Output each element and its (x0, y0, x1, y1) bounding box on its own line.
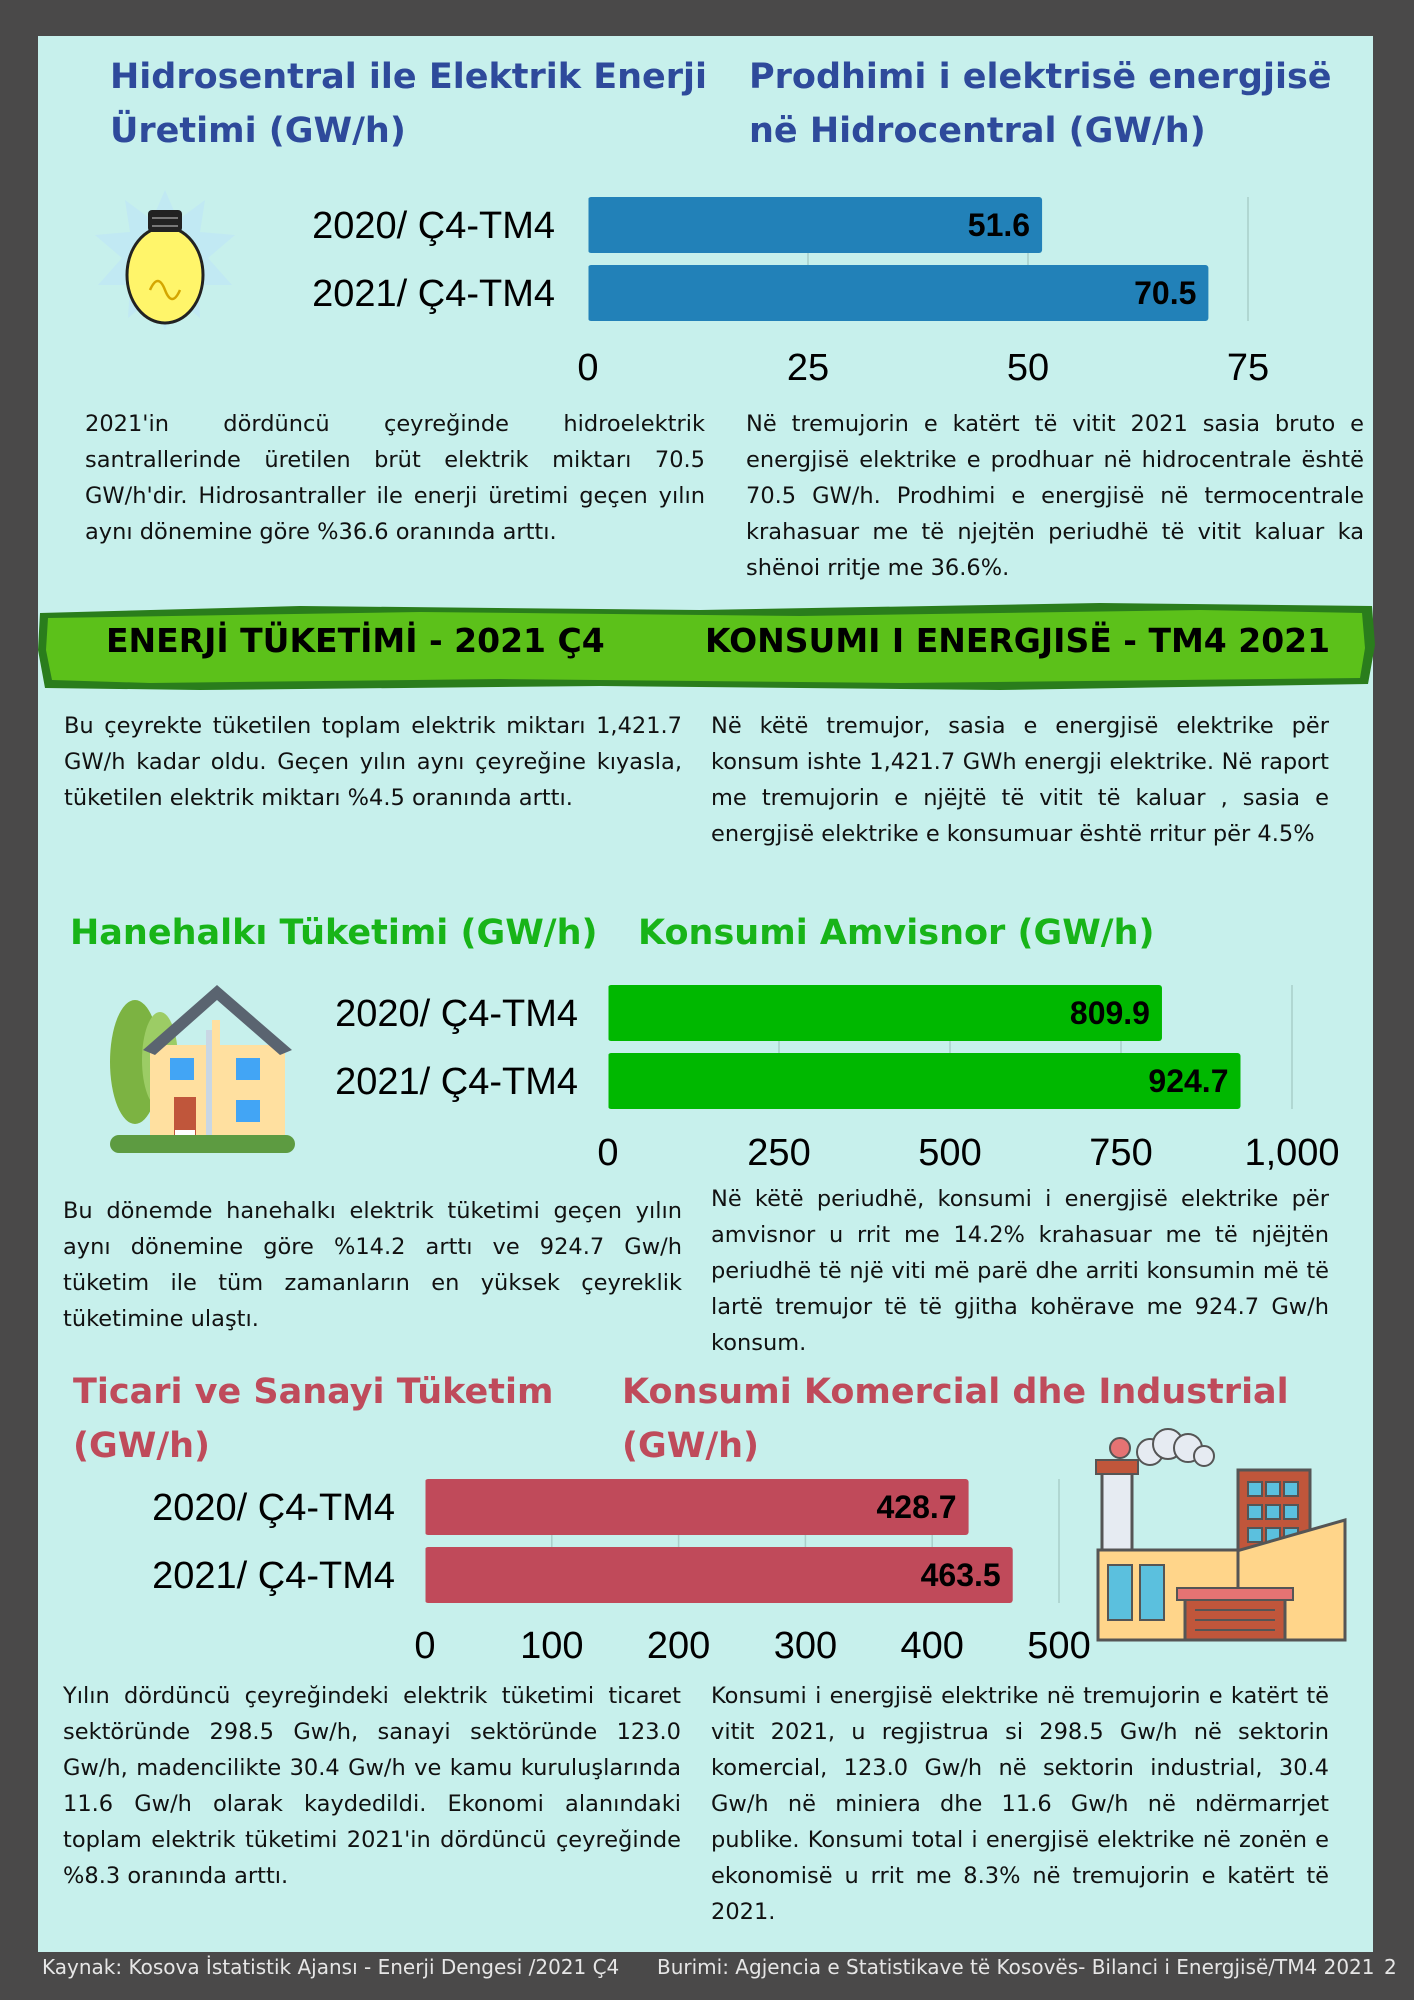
household-tick-label: 1,000 (1244, 1132, 1340, 1174)
household-title-tr: Hanehalkı Tüketimi (GW/h) (70, 913, 598, 953)
hydro-tick-label: 75 (1226, 347, 1270, 389)
household-data-label: 809.9 (1069, 995, 1150, 1031)
commercial-tick-label: 300 (773, 1625, 838, 1667)
hydro-category-label: 2020/ Ç4-TM4 (312, 205, 555, 247)
consumption-text-sq: Në këtë tremujor, sasia e energjisë elektrike për konsum ishte 1,421.7 GWh energji elektrike. Në raport me tremujorin e njëjtë të vitit të kaluar , sasia e energjisë elektrike e konsumuar është rritur për 4.5% (711, 713, 1329, 847)
commercial-tick-label: 400 (900, 1625, 964, 1667)
commercial-text-sq: Konsumi i energjisë elektrike në tremujorin e katërt të vitit 2021, u regjistrua si 298.5 Gw/h në sektorin komercial, 123.0 Gw/h në sektorin industrial, 30.4 Gw/h në miniera dhe 11.6 Gw/h në ndërmarrjet publike. Konsumi total i energjisë elektrike në zonën e ekonomisë u rrit me 8.3% në tremujorin e katërt të 2021. (711, 1683, 1329, 1925)
household-bar (608, 1053, 1240, 1109)
commercial-data-label: 463.5 (920, 1557, 1001, 1593)
footer-source-sq: Burimi: Agjencia e Statistikave të Kosovës- Bilanci i Energjisë/TM4 2021 (657, 1955, 1375, 1979)
household-tick-label: 750 (1089, 1132, 1153, 1174)
hydro-tick-label: 0 (577, 347, 599, 389)
commercial-text-tr: Yılın dördüncü çeyreğindeki elektrik tüketimi ticaret sektöründe 298.5 Gw/h, sanayi sektöründe 123.0 Gw/h, madencilikte 30.4 Gw/h ve kamu kuruluşlarında 11.6 Gw/h olarak kaydedildi. Ekonomi alanındaki toplam elektrik tüketimi 2021'in dördüncü çeyreğinde %8.3 oranında arttı. (63, 1683, 681, 1889)
footer-source-tr: Kaynak: Kosova İstatistik Ajansı - Enerji Dengesi /2021 Ç4 (42, 1955, 620, 1979)
banner-title-sq: KONSUMI I ENERGJISË - TM4 2021 (705, 621, 1331, 660)
household-tick-label: 0 (597, 1132, 619, 1174)
hydro-text-sq: Në tremujorin e katërt të vitit 2021 sasia bruto e energjisë elektrike e prodhuar në hidrocentrale është 70.5 GW/h. Prodhimi e energjisë në termocentrale krahasuar me të njejtën periudhë të vitit kaluar ka shënoi rritje me 36.6%. (746, 411, 1364, 581)
household-text-tr: Bu dönemde hanehalkı elektrik tüketimi geçen yılın aynı dönemine göre %14.2 arttı ve 924.7 Gw/h tüketim ile tüm zamanların en yüksek çeyreklik tüketimine ulaştı. (63, 1198, 682, 1332)
banner-title-tr: ENERJİ TÜKETİMİ - 2021 Ç4 (106, 621, 605, 660)
consumption-text-tr: Bu çeyrekte tüketilen toplam elektrik miktarı 1,421.7 GW/h kadar oldu. Geçen yılın aynı çeyreğine kıyasla, tüketilen elektrik miktarı %4.5 oranında arttı. (64, 713, 682, 811)
hydro-data-label: 70.5 (1134, 275, 1197, 311)
household-title-sq: Konsumi Amvisnor (GW/h) (638, 913, 1155, 953)
household-tick-label: 250 (747, 1132, 811, 1174)
hydro-data-label: 51.6 (967, 207, 1031, 243)
household-category-label: 2020/ Ç4-TM4 (335, 993, 578, 1035)
household-data-label: 924.7 (1148, 1063, 1229, 1099)
household-text-sq: Në këtë periudhë, konsumi i energjisë elektrike për amvisnor u rrit me 14.2% krahasuar me të njëjtën periudhë të një viti më parë dhe arriti konsumin më të lartë tremujor të të gjitha kohërave me 924.7 Gw/h konsum. (711, 1186, 1329, 1356)
commercial-tick-label: 0 (414, 1625, 436, 1667)
banner-shape (0, 0, 1414, 700)
commercial-category-label: 2020/ Ç4-TM4 (152, 1487, 395, 1529)
hydro-category-label: 2021/ Ç4-TM4 (312, 273, 555, 315)
commercial-title-sq: Konsumi Komercial dhe Industrial (GW/h) (622, 1372, 1289, 1466)
commercial-title-tr: Ticari ve Sanayi Tüketim (GW/h) (73, 1372, 554, 1466)
hydro-tick-label: 25 (786, 347, 830, 389)
hydro-title-sq: Prodhimi i elektrisë energjisë në Hidrocentral (GW/h) (749, 57, 1332, 151)
commercial-tick-label: 500 (1027, 1625, 1091, 1667)
hydro-tick-label: 50 (1006, 347, 1050, 389)
page-number: 2 (1384, 1955, 1397, 1979)
hydro-title-tr: Hidrosentral ile Elektrik Enerji Üretimi (GW/h) (110, 57, 708, 151)
household-category-label: 2021/ Ç4-TM4 (335, 1061, 578, 1103)
commercial-category-label: 2021/ Ç4-TM4 (152, 1555, 395, 1597)
commercial-data-label: 428.7 (876, 1489, 957, 1525)
household-chart (335, 985, 1339, 1174)
commercial-tick-label: 100 (520, 1625, 584, 1667)
household-tick-label: 500 (918, 1132, 982, 1174)
hydro-text-tr: 2021'in dördüncü çeyreğinde hidroelektrik santrallerinde üretilen brüt elektrik miktarı 70.5 GW/h'dir. Hidrosantraller ile enerji üretimi geçen yılın aynı dönemine göre %36.6 oranında arttı. (85, 411, 705, 545)
commercial-chart (152, 1479, 1091, 1667)
commercial-tick-label: 200 (646, 1625, 711, 1667)
house-icon (110, 985, 295, 1153)
